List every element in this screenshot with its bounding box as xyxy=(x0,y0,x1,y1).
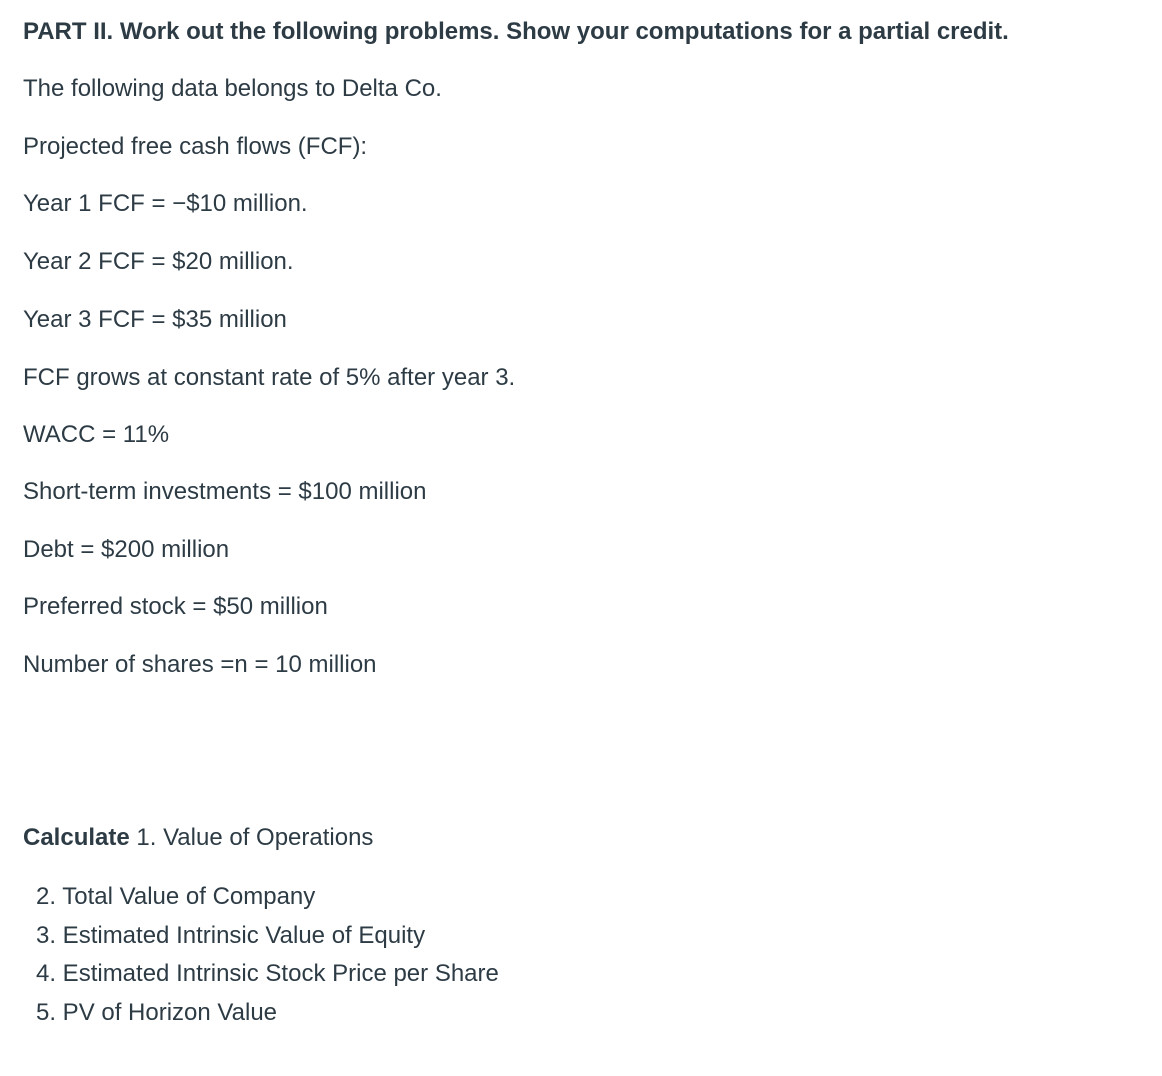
list-item: 3. Estimated Intrinsic Value of Equity xyxy=(36,921,426,949)
short-term-investments: Short-term investments = $100 million xyxy=(23,478,427,505)
year2-fcf: Year 2 FCF = $20 million. xyxy=(23,248,294,275)
year3-fcf: Year 3 FCF = $35 million xyxy=(23,306,287,333)
intro-text: The following data belongs to Delta Co. xyxy=(23,75,442,102)
list-item: 4. Estimated Intrinsic Stock Price per Share xyxy=(36,960,499,988)
number-of-shares: Number of shares =n = 10 million xyxy=(23,651,377,678)
calculate-item-1: 1. Value of Operations xyxy=(129,824,374,851)
list-item: 5. PV of Horizon Value xyxy=(36,999,278,1027)
wacc: WACC = 11% xyxy=(23,421,170,448)
preferred-stock: Preferred stock = $50 million xyxy=(23,593,328,620)
list-item: 2. Total Value of Company xyxy=(36,883,316,910)
debt: Debt = $200 million xyxy=(23,536,230,563)
part-heading: PART II. Work out the following problems. Show your computations for a partial credit. xyxy=(23,18,1009,45)
year1-fcf: Year 1 FCF = −$10 million. xyxy=(23,190,308,217)
calculate-label: Calculate xyxy=(23,824,130,851)
growth-rate: FCF grows at constant rate of 5% after year 3. xyxy=(23,364,516,391)
calculation-list xyxy=(36,878,499,1033)
calculate-line xyxy=(23,823,373,853)
fcf-label: Projected free cash flows (FCF): xyxy=(23,133,368,160)
